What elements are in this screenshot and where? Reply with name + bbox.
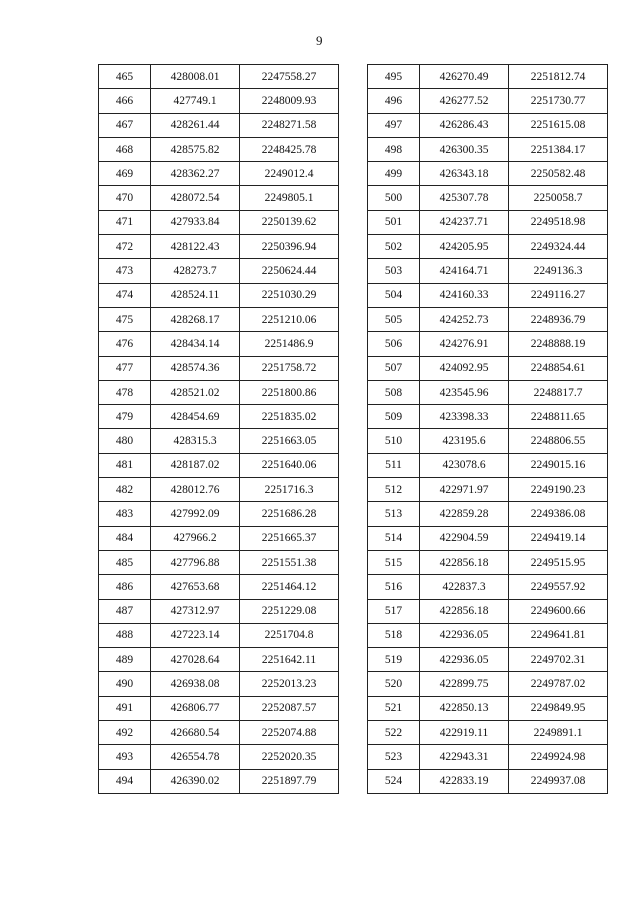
table-row (99, 259, 339, 283)
y-coordinate-cell: 2249386.08 (509, 502, 608, 526)
point-number-cell: 481 (99, 453, 151, 477)
y-coordinate-cell: 2249891.1 (509, 721, 608, 745)
y-coordinate-cell: 2251229.08 (240, 599, 339, 623)
table-row (99, 550, 339, 574)
y-coordinate-cell: 2247558.27 (240, 65, 339, 89)
y-coordinate-cell: 2251464.12 (240, 575, 339, 599)
table-row (368, 235, 608, 259)
table-row (99, 89, 339, 113)
point-number-cell: 505 (368, 307, 420, 331)
x-coordinate-cell: 428012.76 (151, 478, 240, 502)
x-coordinate-cell: 428574.36 (151, 356, 240, 380)
point-number-cell: 479 (99, 405, 151, 429)
point-number-cell: 500 (368, 186, 420, 210)
x-coordinate-cell: 428008.01 (151, 65, 240, 89)
table-row (99, 307, 339, 331)
y-coordinate-cell: 2250058.7 (509, 186, 608, 210)
x-coordinate-cell: 428434.14 (151, 332, 240, 356)
point-number-cell: 466 (99, 89, 151, 113)
point-number-cell: 495 (368, 65, 420, 89)
point-number-cell: 502 (368, 235, 420, 259)
table-row (368, 648, 608, 672)
point-number-cell: 518 (368, 623, 420, 647)
y-coordinate-cell: 2248271.58 (240, 113, 339, 137)
x-coordinate-cell: 426270.49 (420, 65, 509, 89)
table-row (99, 137, 339, 161)
table-row (99, 721, 339, 745)
point-number-cell: 468 (99, 137, 151, 161)
point-number-cell: 507 (368, 356, 420, 380)
table-row (368, 721, 608, 745)
point-number-cell: 465 (99, 65, 151, 89)
x-coordinate-cell: 426390.02 (151, 769, 240, 793)
x-coordinate-cell: 426286.43 (420, 113, 509, 137)
coordinate-table-left-body (99, 65, 339, 794)
x-coordinate-cell: 426277.52 (420, 89, 509, 113)
point-number-cell: 482 (99, 478, 151, 502)
y-coordinate-cell: 2249324.44 (509, 235, 608, 259)
x-coordinate-cell: 423545.96 (420, 380, 509, 404)
table-row (99, 162, 339, 186)
table-row (368, 672, 608, 696)
table-row (368, 405, 608, 429)
x-coordinate-cell: 428072.54 (151, 186, 240, 210)
table-row (99, 575, 339, 599)
point-number-cell: 472 (99, 235, 151, 259)
y-coordinate-cell: 2251758.72 (240, 356, 339, 380)
y-coordinate-cell: 2248425.78 (240, 137, 339, 161)
table-row (368, 696, 608, 720)
y-coordinate-cell: 2252020.35 (240, 745, 339, 769)
table-row (99, 769, 339, 793)
y-coordinate-cell: 2249924.98 (509, 745, 608, 769)
table-row (99, 65, 339, 89)
y-coordinate-cell: 2249136.3 (509, 259, 608, 283)
table-row (99, 502, 339, 526)
point-number-cell: 486 (99, 575, 151, 599)
page-number: 9 (316, 33, 323, 48)
x-coordinate-cell: 428273.7 (151, 259, 240, 283)
x-coordinate-cell: 426806.77 (151, 696, 240, 720)
x-coordinate-cell: 427966.2 (151, 526, 240, 550)
point-number-cell: 485 (99, 550, 151, 574)
table-row (99, 526, 339, 550)
y-coordinate-cell: 2250582.48 (509, 162, 608, 186)
y-coordinate-cell: 2248888.19 (509, 332, 608, 356)
x-coordinate-cell: 428261.44 (151, 113, 240, 137)
y-coordinate-cell: 2251704.8 (240, 623, 339, 647)
point-number-cell: 513 (368, 502, 420, 526)
point-number-cell: 488 (99, 623, 151, 647)
table-row (368, 186, 608, 210)
y-coordinate-cell: 2250396.94 (240, 235, 339, 259)
x-coordinate-cell: 422899.75 (420, 672, 509, 696)
x-coordinate-cell: 422971.97 (420, 478, 509, 502)
x-coordinate-cell: 427933.84 (151, 210, 240, 234)
y-coordinate-cell: 2251663.05 (240, 429, 339, 453)
y-coordinate-cell: 2251486.9 (240, 332, 339, 356)
point-number-cell: 469 (99, 162, 151, 186)
table-row (368, 210, 608, 234)
table-row (99, 405, 339, 429)
table-row (368, 453, 608, 477)
y-coordinate-cell: 2251716.3 (240, 478, 339, 502)
table-row (368, 89, 608, 113)
y-coordinate-cell: 2251030.29 (240, 283, 339, 307)
y-coordinate-cell: 2249849.95 (509, 696, 608, 720)
table-row (368, 502, 608, 526)
x-coordinate-cell: 426938.08 (151, 672, 240, 696)
y-coordinate-cell: 2248854.61 (509, 356, 608, 380)
table-row (99, 113, 339, 137)
x-coordinate-cell: 424252.73 (420, 307, 509, 331)
x-coordinate-cell: 428122.43 (151, 235, 240, 259)
x-coordinate-cell: 422943.31 (420, 745, 509, 769)
table-row (368, 162, 608, 186)
x-coordinate-cell: 428187.02 (151, 453, 240, 477)
point-number-cell: 524 (368, 769, 420, 793)
table-row (99, 356, 339, 380)
table-row (99, 283, 339, 307)
table-row (368, 259, 608, 283)
y-coordinate-cell: 2249600.66 (509, 599, 608, 623)
x-coordinate-cell: 428362.27 (151, 162, 240, 186)
point-number-cell: 490 (99, 672, 151, 696)
x-coordinate-cell: 428268.17 (151, 307, 240, 331)
y-coordinate-cell: 2250624.44 (240, 259, 339, 283)
point-number-cell: 475 (99, 307, 151, 331)
x-coordinate-cell: 427028.64 (151, 648, 240, 672)
x-coordinate-cell: 423195.6 (420, 429, 509, 453)
table-row (99, 429, 339, 453)
table-row (368, 137, 608, 161)
table-row (99, 453, 339, 477)
y-coordinate-cell: 2249190.23 (509, 478, 608, 502)
point-number-cell: 512 (368, 478, 420, 502)
x-coordinate-cell: 423398.33 (420, 405, 509, 429)
table-row (368, 283, 608, 307)
x-coordinate-cell: 422919.11 (420, 721, 509, 745)
point-number-cell: 480 (99, 429, 151, 453)
coordinate-table-right (367, 64, 608, 794)
table-row (368, 550, 608, 574)
point-number-cell: 504 (368, 283, 420, 307)
point-number-cell: 522 (368, 721, 420, 745)
y-coordinate-cell: 2248009.93 (240, 89, 339, 113)
x-coordinate-cell: 427749.1 (151, 89, 240, 113)
point-number-cell: 506 (368, 332, 420, 356)
point-number-cell: 520 (368, 672, 420, 696)
x-coordinate-cell: 428575.82 (151, 137, 240, 161)
point-number-cell: 497 (368, 113, 420, 137)
x-coordinate-cell: 426554.78 (151, 745, 240, 769)
y-coordinate-cell: 2252013.23 (240, 672, 339, 696)
x-coordinate-cell: 424092.95 (420, 356, 509, 380)
y-coordinate-cell: 2251800.86 (240, 380, 339, 404)
point-number-cell: 501 (368, 210, 420, 234)
y-coordinate-cell: 2250139.62 (240, 210, 339, 234)
x-coordinate-cell: 424164.71 (420, 259, 509, 283)
x-coordinate-cell: 428315.3 (151, 429, 240, 453)
point-number-cell: 499 (368, 162, 420, 186)
y-coordinate-cell: 2248811.65 (509, 405, 608, 429)
table-row (368, 65, 608, 89)
y-coordinate-cell: 2251665.37 (240, 526, 339, 550)
point-number-cell: 474 (99, 283, 151, 307)
table-row (99, 599, 339, 623)
point-number-cell: 503 (368, 259, 420, 283)
x-coordinate-cell: 424205.95 (420, 235, 509, 259)
x-coordinate-cell: 422833.19 (420, 769, 509, 793)
table-row (99, 186, 339, 210)
point-number-cell: 511 (368, 453, 420, 477)
table-row (99, 210, 339, 234)
point-number-cell: 492 (99, 721, 151, 745)
x-coordinate-cell: 427992.09 (151, 502, 240, 526)
y-coordinate-cell: 2252074.88 (240, 721, 339, 745)
x-coordinate-cell: 422904.59 (420, 526, 509, 550)
y-coordinate-cell: 2249787.02 (509, 672, 608, 696)
y-coordinate-cell: 2248806.55 (509, 429, 608, 453)
x-coordinate-cell: 426680.54 (151, 721, 240, 745)
point-number-cell: 491 (99, 696, 151, 720)
y-coordinate-cell: 2249702.31 (509, 648, 608, 672)
y-coordinate-cell: 2251897.79 (240, 769, 339, 793)
x-coordinate-cell: 422850.13 (420, 696, 509, 720)
x-coordinate-cell: 422936.05 (420, 648, 509, 672)
x-coordinate-cell: 427653.68 (151, 575, 240, 599)
table-row (99, 235, 339, 259)
table-row (99, 623, 339, 647)
table-row (99, 380, 339, 404)
point-number-cell: 478 (99, 380, 151, 404)
x-coordinate-cell: 428524.11 (151, 283, 240, 307)
point-number-cell: 515 (368, 550, 420, 574)
y-coordinate-cell: 2251384.17 (509, 137, 608, 161)
x-coordinate-cell: 422837.3 (420, 575, 509, 599)
table-row (368, 526, 608, 550)
y-coordinate-cell: 2249116.27 (509, 283, 608, 307)
table-row (368, 113, 608, 137)
y-coordinate-cell: 2249805.1 (240, 186, 339, 210)
x-coordinate-cell: 427223.14 (151, 623, 240, 647)
x-coordinate-cell: 427312.97 (151, 599, 240, 623)
point-number-cell: 523 (368, 745, 420, 769)
point-number-cell: 477 (99, 356, 151, 380)
y-coordinate-cell: 2249015.16 (509, 453, 608, 477)
coordinate-table-left (98, 64, 339, 794)
point-number-cell: 473 (99, 259, 151, 283)
y-coordinate-cell: 2251812.74 (509, 65, 608, 89)
x-coordinate-cell: 422856.18 (420, 599, 509, 623)
y-coordinate-cell: 2251210.06 (240, 307, 339, 331)
coordinate-table-right-body (368, 65, 608, 794)
point-number-cell: 516 (368, 575, 420, 599)
y-coordinate-cell: 2248817.7 (509, 380, 608, 404)
point-number-cell: 498 (368, 137, 420, 161)
y-coordinate-cell: 2249641.81 (509, 623, 608, 647)
table-row (99, 648, 339, 672)
x-coordinate-cell: 422859.28 (420, 502, 509, 526)
y-coordinate-cell: 2249937.08 (509, 769, 608, 793)
point-number-cell: 487 (99, 599, 151, 623)
table-row (99, 332, 339, 356)
table-row (368, 332, 608, 356)
x-coordinate-cell: 423078.6 (420, 453, 509, 477)
x-coordinate-cell: 428521.02 (151, 380, 240, 404)
point-number-cell: 493 (99, 745, 151, 769)
y-coordinate-cell: 2251642.11 (240, 648, 339, 672)
table-row (368, 745, 608, 769)
y-coordinate-cell: 2249557.92 (509, 575, 608, 599)
x-coordinate-cell: 424160.33 (420, 283, 509, 307)
point-number-cell: 514 (368, 526, 420, 550)
table-row (99, 745, 339, 769)
y-coordinate-cell: 2249518.98 (509, 210, 608, 234)
x-coordinate-cell: 426343.18 (420, 162, 509, 186)
point-number-cell: 489 (99, 648, 151, 672)
table-row (99, 696, 339, 720)
table-row (368, 575, 608, 599)
x-coordinate-cell: 426300.35 (420, 137, 509, 161)
point-number-cell: 494 (99, 769, 151, 793)
y-coordinate-cell: 2251686.28 (240, 502, 339, 526)
table-row (368, 623, 608, 647)
table-row (368, 380, 608, 404)
x-coordinate-cell: 425307.78 (420, 186, 509, 210)
y-coordinate-cell: 2251551.38 (240, 550, 339, 574)
point-number-cell: 467 (99, 113, 151, 137)
point-number-cell: 496 (368, 89, 420, 113)
x-coordinate-cell: 424276.91 (420, 332, 509, 356)
table-row (368, 307, 608, 331)
x-coordinate-cell: 428454.69 (151, 405, 240, 429)
x-coordinate-cell: 424237.71 (420, 210, 509, 234)
point-number-cell: 508 (368, 380, 420, 404)
table-row (99, 672, 339, 696)
y-coordinate-cell: 2249012.4 (240, 162, 339, 186)
point-number-cell: 510 (368, 429, 420, 453)
point-number-cell: 521 (368, 696, 420, 720)
x-coordinate-cell: 422856.18 (420, 550, 509, 574)
table-row (99, 478, 339, 502)
point-number-cell: 483 (99, 502, 151, 526)
y-coordinate-cell: 2252087.57 (240, 696, 339, 720)
point-number-cell: 471 (99, 210, 151, 234)
table-row (368, 769, 608, 793)
y-coordinate-cell: 2251640.06 (240, 453, 339, 477)
y-coordinate-cell: 2251730.77 (509, 89, 608, 113)
point-number-cell: 519 (368, 648, 420, 672)
x-coordinate-cell: 422936.05 (420, 623, 509, 647)
point-number-cell: 476 (99, 332, 151, 356)
point-number-cell: 470 (99, 186, 151, 210)
table-row (368, 478, 608, 502)
y-coordinate-cell: 2248936.79 (509, 307, 608, 331)
y-coordinate-cell: 2251835.02 (240, 405, 339, 429)
point-number-cell: 517 (368, 599, 420, 623)
point-number-cell: 484 (99, 526, 151, 550)
x-coordinate-cell: 427796.88 (151, 550, 240, 574)
table-row (368, 356, 608, 380)
table-row (368, 429, 608, 453)
y-coordinate-cell: 2251615.08 (509, 113, 608, 137)
point-number-cell: 509 (368, 405, 420, 429)
y-coordinate-cell: 2249515.95 (509, 550, 608, 574)
y-coordinate-cell: 2249419.14 (509, 526, 608, 550)
table-row (368, 599, 608, 623)
